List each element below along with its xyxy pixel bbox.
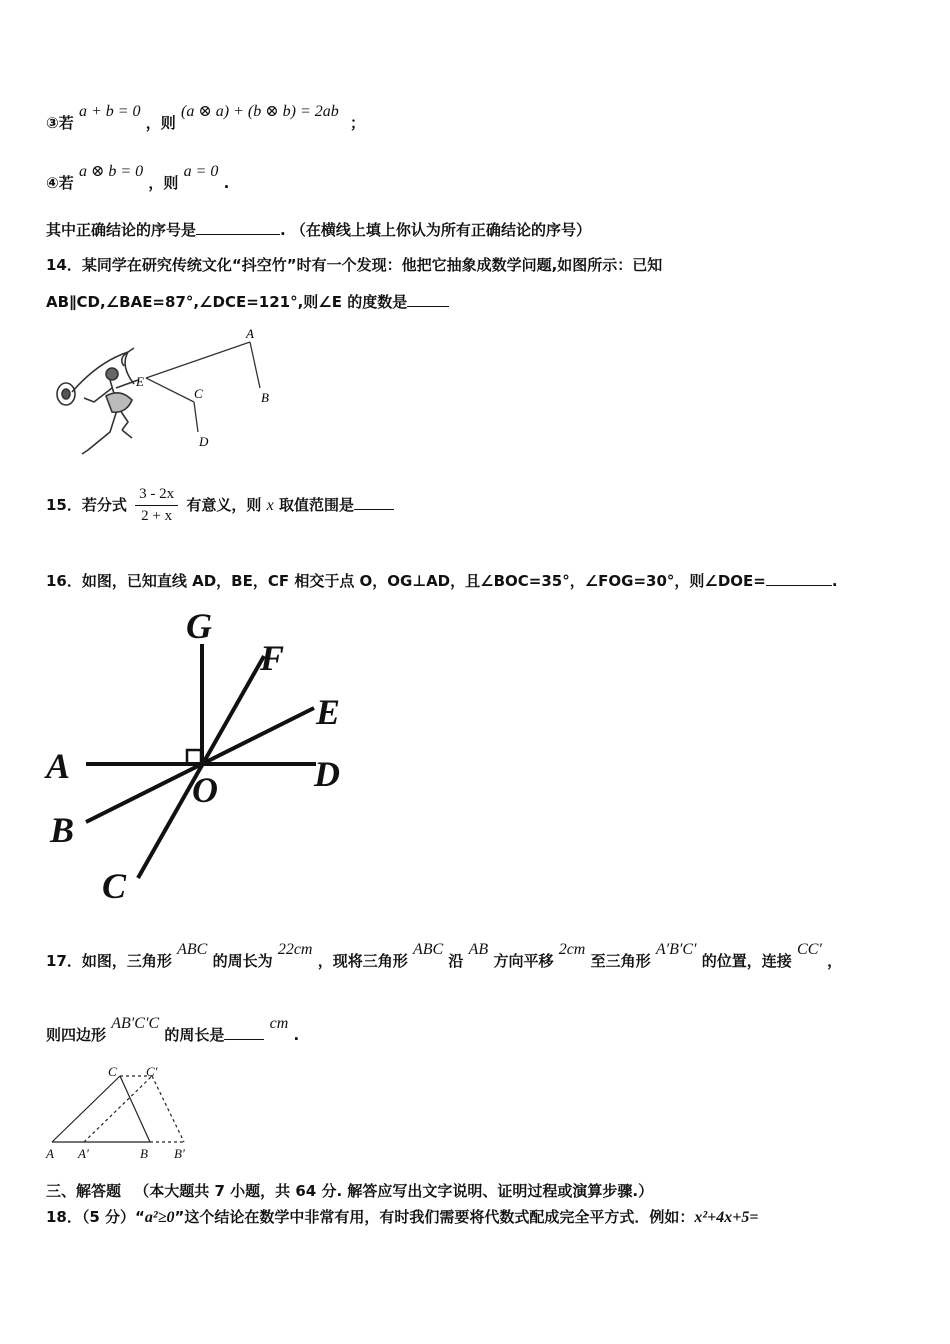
q15-mid: 有意义，则 xyxy=(186,496,262,514)
label-G: G xyxy=(186,606,212,646)
q15-fraction xyxy=(135,486,178,525)
right-angle-mark xyxy=(187,750,201,764)
q18-mid: ”这个结论在数学中非常有用，有时我们需要将代数式配成完全平方式．例如： xyxy=(174,1208,695,1226)
answer-blank[interactable] xyxy=(766,585,832,586)
q17-text: 沿 xyxy=(448,952,464,970)
q14-line1: 14．某同学在研究传统文化“抖空竹”时有一个发现：他把它抽象成数学问题,如图所示：已知 xyxy=(46,256,663,274)
q17-text: ， xyxy=(827,952,843,970)
label-B: B xyxy=(261,390,269,405)
q18-pre: 18．（5 分）“ xyxy=(46,1208,145,1226)
q17-line1 xyxy=(46,941,843,971)
q13-item3-condition: a + b = 0 xyxy=(78,103,141,120)
q17-math: ABC xyxy=(412,941,444,958)
q17-figure xyxy=(40,1062,210,1162)
q13-item4-condition: a ⊗ b = 0 xyxy=(78,163,144,180)
q17-math: CC′ xyxy=(797,941,822,958)
segment-AC xyxy=(52,1076,120,1142)
label-A-prime: A′ xyxy=(78,1146,89,1161)
q13-conclusion-pre: 其中正确结论的序号是 xyxy=(46,221,197,239)
q17-text: ，现将三角形 xyxy=(317,952,408,970)
label-E: E xyxy=(136,374,144,389)
q13-conclusion-post: . （在横线上填上你认为所有正确结论的序号） xyxy=(280,221,591,239)
q13-item3-result: (a ⊗ a) + (b ⊗ b) = 2ab xyxy=(181,103,339,120)
q18-expr: a²≥0 xyxy=(144,1209,175,1226)
label-D: D xyxy=(199,434,209,449)
label-F: F xyxy=(260,638,285,678)
answer-blank[interactable] xyxy=(407,306,449,307)
q16 xyxy=(46,570,838,591)
label-D: D xyxy=(314,754,340,794)
answer-blank[interactable] xyxy=(354,509,394,510)
q17-line2 xyxy=(46,1015,300,1045)
q13-conclusion xyxy=(46,219,591,240)
q17-math: ABC xyxy=(177,941,208,958)
q15-var: x xyxy=(266,497,274,514)
label-A: A xyxy=(46,746,71,786)
q17-text: 17．如图，三角形 xyxy=(46,952,172,970)
q13-item3-then: ，则 xyxy=(145,114,176,132)
answer-blank[interactable] xyxy=(196,234,280,235)
q15-numerator: 3 - 2x xyxy=(135,486,178,506)
q13-item3 xyxy=(46,103,365,133)
q13-item3-end: ； xyxy=(349,114,365,132)
q13-item4-result: a = 0 xyxy=(183,163,219,180)
q17-text: 的位置，连接 xyxy=(701,952,792,970)
q16-figure xyxy=(40,600,360,910)
label-A: A xyxy=(46,1146,54,1161)
segment-AB xyxy=(250,342,260,388)
diabolo-player-illustration xyxy=(57,348,138,454)
q17-math: A′B′C′ xyxy=(655,941,697,958)
q17-math: 2cm xyxy=(558,941,586,958)
q17-text: 方向平移 xyxy=(493,952,554,970)
segment-CD xyxy=(194,402,198,432)
segment-A2C2 xyxy=(84,1076,152,1142)
label-A: A xyxy=(246,326,254,341)
section3-title: 三、解答题 xyxy=(46,1182,122,1200)
q15 xyxy=(46,486,394,525)
label-C: C xyxy=(102,866,127,906)
q14-line2-text: AB∥CD,∠BAE=87°,∠DCE=121°,则∠E 的度数是 xyxy=(46,293,408,311)
q13-item4-marker: ④若 xyxy=(46,174,74,192)
section3-heading xyxy=(46,1180,653,1201)
q18-example: x²+4x+5= xyxy=(694,1209,759,1226)
q17-text: 的周长是 xyxy=(164,1026,225,1044)
label-E: E xyxy=(316,692,341,732)
label-C: C xyxy=(108,1064,117,1079)
label-C-prime: C′ xyxy=(146,1064,158,1079)
answer-blank[interactable] xyxy=(224,1039,264,1040)
q14-line2 xyxy=(46,291,449,312)
segment-CB xyxy=(120,1076,150,1142)
segment-C2B2 xyxy=(152,1076,184,1142)
q17-text: 则四边形 xyxy=(46,1026,107,1044)
q15-post: 取值范围是 xyxy=(278,496,354,514)
q16-text: 16．如图，已知直线 AD，BE，CF 相交于点 O，OG⊥AD，且∠BOC=35°，∠FOG=30°，则∠DOE= xyxy=(46,572,766,590)
q17-text: . xyxy=(293,1026,300,1044)
label-B: B xyxy=(140,1146,148,1161)
label-B: B xyxy=(50,810,75,850)
q13-item3-marker: ③若 xyxy=(46,114,74,132)
q17-math: AB xyxy=(468,941,489,958)
q15-pre: 15．若分式 xyxy=(46,496,127,514)
q17-math: AB′C′C xyxy=(111,1015,160,1032)
section3-desc: （本大题共 7 小题，共 64 分. 解答应写出文字说明、证明过程或演算步骤.） xyxy=(134,1182,654,1200)
q17-text: 的周长为 xyxy=(212,952,273,970)
q13-item4-end: . xyxy=(223,174,230,192)
q15-denominator: 2 + x xyxy=(141,508,173,524)
q17-math: cm xyxy=(269,1015,289,1032)
segment-EA xyxy=(146,342,250,378)
q14-figure xyxy=(48,322,288,462)
segment-EC xyxy=(146,378,194,402)
q13-item4-then: ，则 xyxy=(148,174,179,192)
label-O: O xyxy=(192,770,218,810)
q17-text: 至三角形 xyxy=(590,952,651,970)
label-B-prime: B′ xyxy=(174,1146,185,1161)
q17-math: 22cm xyxy=(277,941,313,958)
q13-item4 xyxy=(46,163,230,193)
q16-end: . xyxy=(831,572,838,590)
q18 xyxy=(46,1206,759,1227)
label-C: C xyxy=(194,386,203,401)
